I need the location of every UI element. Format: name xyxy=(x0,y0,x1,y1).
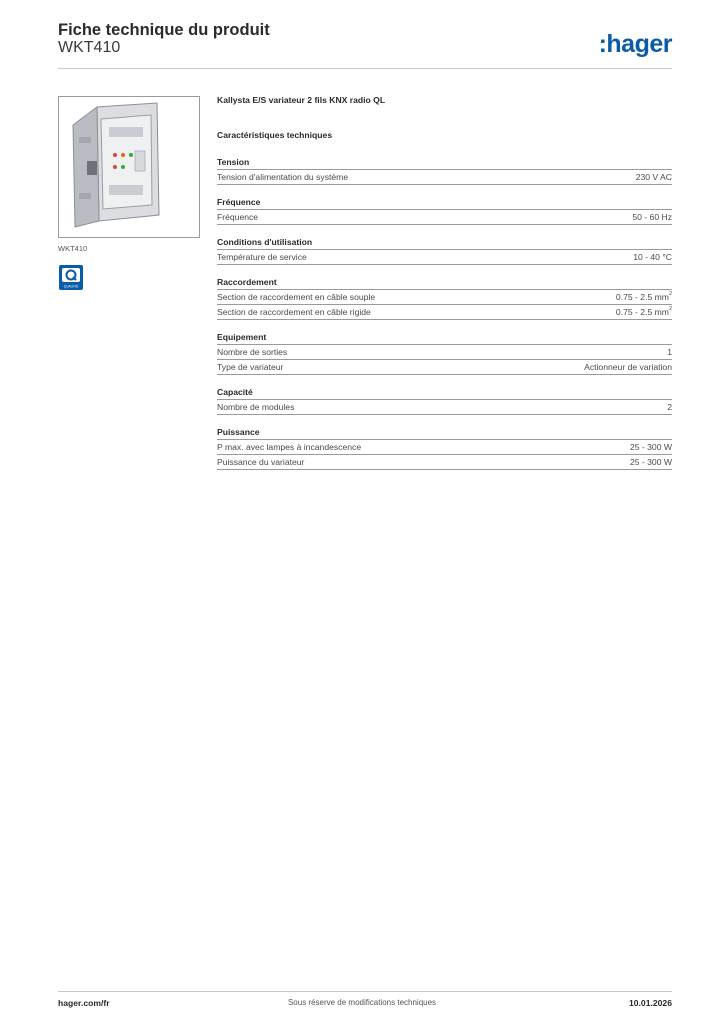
spec-value xyxy=(616,305,672,319)
spec-group xyxy=(217,330,672,375)
footer-date: 10.01.2026 xyxy=(628,998,672,1008)
spec-group xyxy=(217,275,672,320)
spec-value xyxy=(636,170,672,184)
spec-label: Section de raccordement en câble rigide xyxy=(217,307,371,317)
spec-value-text: 10 - 40 °C xyxy=(633,252,672,262)
header-title: Fiche technique du produit xyxy=(58,21,270,39)
spec-label: P max. avec lampes à incandescence xyxy=(217,442,362,452)
spec-group xyxy=(217,385,672,415)
spec-value-text: 230 V AC xyxy=(635,172,672,182)
spec-group xyxy=(217,155,672,185)
spec-value-text: Actionneur de variation xyxy=(584,362,672,372)
spec-label: Section de raccordement en câble souple xyxy=(217,292,376,302)
product-photo-dimmer-module-icon xyxy=(59,97,201,239)
header-divider xyxy=(58,68,672,69)
footer-divider xyxy=(58,991,672,992)
spec-group-title: Capacité xyxy=(217,387,253,397)
product-photo xyxy=(58,96,200,238)
spec-row xyxy=(217,399,672,415)
spec-label: Nombre de modules xyxy=(217,402,295,412)
spec-value xyxy=(667,400,672,414)
spec-group-title: Equipement xyxy=(217,332,267,342)
spec-value xyxy=(630,440,672,454)
spec-value-text: 25 - 300 W xyxy=(629,442,672,452)
spec-value-text: 50 - 60 Hz xyxy=(632,212,672,222)
spec-row xyxy=(217,209,672,225)
spec-label: Température de service xyxy=(217,252,307,262)
spec-label: Tension d'alimentation du système xyxy=(217,172,349,182)
spec-label: Type de variateur xyxy=(217,362,284,372)
spec-row xyxy=(217,344,672,359)
spec-row xyxy=(217,304,672,320)
spec-value-superscript: 2 xyxy=(668,291,672,297)
quality-badge-label: QUALIFIÉ xyxy=(63,284,79,289)
spec-row xyxy=(217,359,672,375)
spec-group-title: Raccordement xyxy=(217,277,277,287)
spec-group-title: Conditions d'utilisation xyxy=(217,237,313,247)
spec-value xyxy=(616,290,672,304)
spec-row xyxy=(217,289,672,304)
spec-label: Puissance du variateur xyxy=(217,457,305,467)
spec-value xyxy=(633,250,672,264)
spec-label: Fréquence xyxy=(217,212,259,222)
brand-logo-text: hager xyxy=(606,30,672,58)
spec-value-text: 0.75 - 2.5 mm xyxy=(615,307,669,317)
specs-table xyxy=(217,155,672,480)
spec-row xyxy=(217,454,672,470)
spec-value-superscript: 2 xyxy=(668,306,672,312)
spec-value xyxy=(630,455,672,469)
spec-group xyxy=(217,235,672,265)
product-caption: WKT410 xyxy=(58,244,88,253)
spec-row xyxy=(217,439,672,454)
spec-value xyxy=(667,345,672,359)
spec-label: Nombre de sorties xyxy=(217,347,288,357)
spec-group-title: Puissance xyxy=(217,427,260,437)
spec-value-text: 1 xyxy=(667,347,672,357)
spec-value-text: 2 xyxy=(667,402,672,412)
footer-website[interactable]: hager.com/fr xyxy=(58,998,110,1008)
spec-group-title: Tension xyxy=(217,157,250,167)
product-title: Kallysta E/S variateur 2 fils KNX radio QL xyxy=(217,95,386,105)
header-reference: WKT410 xyxy=(58,39,121,56)
brand-logo: :hager xyxy=(598,30,672,58)
spec-value-text: 25 - 300 W xyxy=(629,457,672,467)
spec-row xyxy=(217,169,672,185)
spec-value xyxy=(632,210,672,224)
spec-group xyxy=(217,195,672,225)
spec-group xyxy=(217,425,672,470)
quality-badge xyxy=(59,265,83,290)
quality-q-badge-icon xyxy=(59,265,83,290)
spec-group-title: Fréquence xyxy=(217,197,261,207)
footer-disclaimer: Sous réserve de modifications techniques xyxy=(287,998,437,1007)
specs-heading: Caractéristiques techniques xyxy=(217,130,333,140)
spec-row xyxy=(217,249,672,265)
spec-value-text: 0.75 - 2.5 mm xyxy=(615,292,669,302)
spec-value xyxy=(584,360,672,374)
